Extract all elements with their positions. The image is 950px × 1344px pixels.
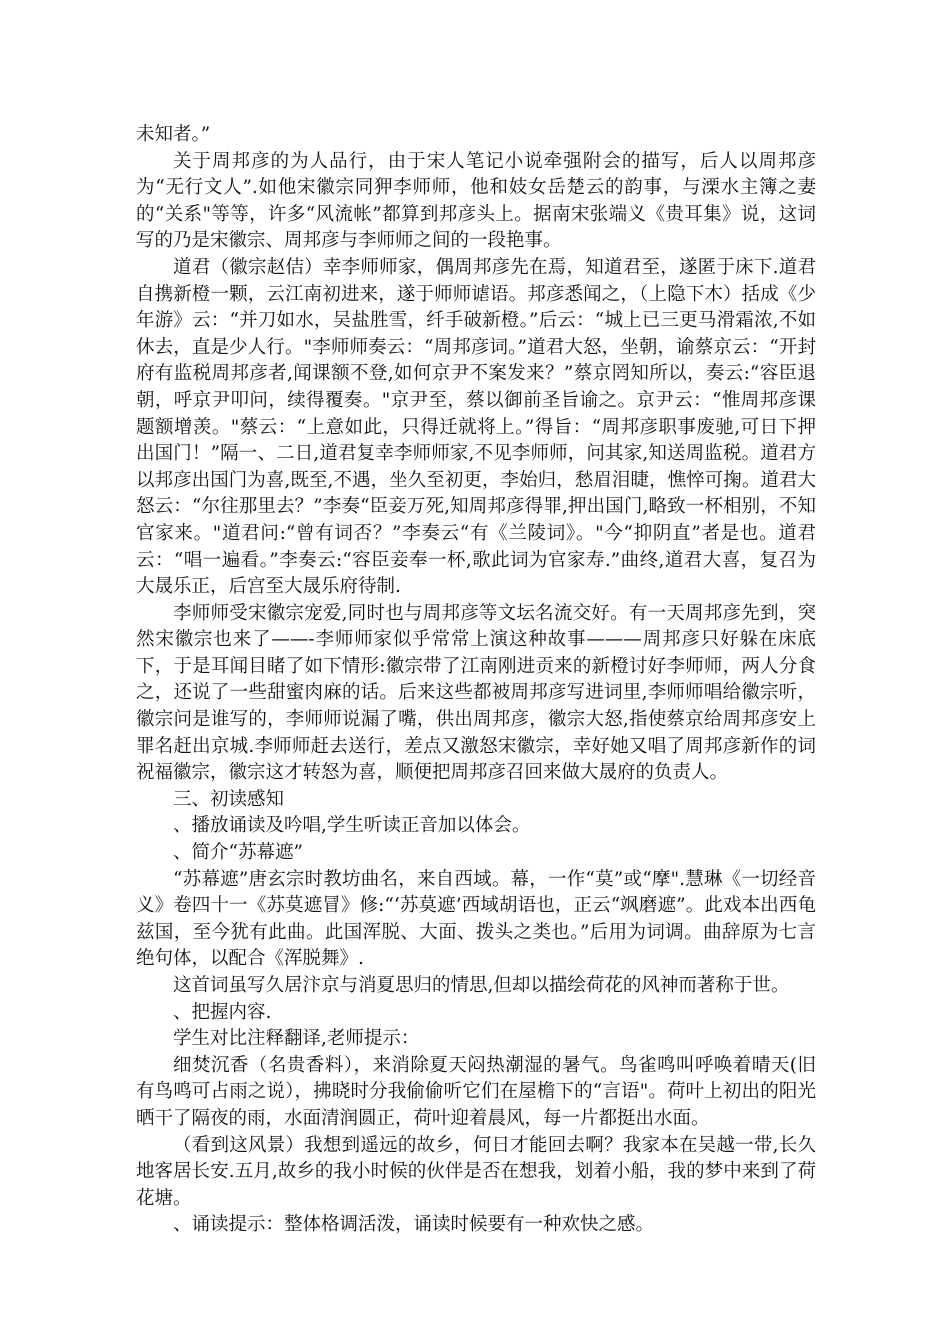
paragraph-translation-part1: 细焚沉香（名贵香料），来消除夏天闷热潮湿的暑气。鸟雀鸣叫呼唤着晴天(旧有鸟鸣可占雨之说），拂晓时分我偷偷听它们在屋檐下的“言语"。荷叶上初出的阳光晒干了隔夜的雨，水面清润圆正，荷叶迎着晨风，每一片都挺出水面。 <box>136 1054 816 1129</box>
paragraph-teacher-hint: 学生对比注释翻译,老师提示： <box>173 1028 420 1050</box>
list-item-recitation-tips: 、诵读提示：整体格调活泼，诵读时候要有一种欢快之感。 <box>173 1214 655 1236</box>
paragraph-continuation: 未知者。” <box>136 124 211 145</box>
paragraph-guier-ji-quote: 道君（徽宗赵佶）幸李师师家，偶周邦彦先在焉，知道君至，遂匿于床下.道君自携新橙一颗，云江南初进来，遂于师师谑语。邦彦悉闻之，（上隐下木）括成《少年游》云：“并刀如水，吴盐胜雪，纤手破新橙。”后云：“城上已三更马滑霜浓,不如休去，直是少人行。"李师师奏云：“周邦彦词。”道君大怒，坐朝，谕蔡京云：“开封府有监税周邦彦者,闻课额不登,如何京尹不案发来？”蔡京罔知所以，奏云:“容臣退朝，呼京尹叩问，续得覆奏。"京尹至，蔡以御前圣旨谕之。京尹云：“惟周邦彦课题额增羡。"蔡云：“上意如此，只得迁就将上。”得旨：“周邦彦职事废驰,可日下押出国门！”隔一、二日,道君复幸李师师家,不见李师师，问其家,知送周监税。道君方以邦彦出国门为喜,既至,不遇，坐久至初更，李始归，愁眉泪睫，憔悴可掬。道君大怒云：“尔往那里去？”李奏“臣妾万死,知周邦彦得罪,押出国门,略致一杯相别，不知官家来。"道君问:“曾有词否？”李奏云“有《兰陵词》。"今“抑阴直”者是也。道君云：“唱一遍看。”李奏云:“容臣妾奉一杯,歌此词为官家寿.”曲终,道君大喜，复召为大晟乐正，后宫至大晟乐府待制. <box>136 256 816 598</box>
list-item-grasp-content: 、把握内容. <box>173 1001 272 1023</box>
document-page <box>136 122 816 1239</box>
section-heading-first-reading: 三、初读感知 <box>173 788 285 810</box>
paragraph-zhou-character: 关于周邦彦的为人品行，由于宋人笔记小说牵强附会的描写，后人以周邦彦为“无行文人”.如他宋徽宗同狎李师师，他和妓女岳楚云的韵事，与溧水主簿之妻的“关系"等等，许多“风流帐”都算到邦彦头上。据南宋张端义《贵耳集》说，这词写的乃是宋徽宗、周邦彦与李师师之间的一段艳事。 <box>136 150 816 252</box>
paragraph-li-shishi-story: 李师师受宋徽宗宠爱,同时也与周邦彦等文坛名流交好。有一天周邦彦先到，突然宋徽宗也来了——-李师师家似乎常常上演这种故事———周邦彦只好躲在床底下，于是耳闻目睹了如下情形:徽宗带了江南刚进贡来的新橙讨好李师师，两人分食之，还说了一些甜蜜肉麻的话。后来这些都被周邦彦写进词里,李师师唱给徽宗听，徽宗问是谁写的，李师师说漏了嘴，供出周邦彦，徽宗大怒,指使蔡京给周邦彦安上罪名赶出京城.李师师赶去送行，差点又激怒宋徽宗，幸好她又唱了周邦彦新作的词祝福徽宗，徽宗这才转怒为喜，顺便把周邦彦召回来做大晟府的负责人。 <box>136 602 816 784</box>
list-item-recitation: 、播放诵读及吟唱,学生听读正音加以体会。 <box>173 815 531 837</box>
list-item-introduction: 、简介“苏幕遮” <box>173 842 303 864</box>
paragraph-sumuzhe-origin: “苏幕遮”唐玄宗时教坊曲名，来自西域。幕，一作“莫”或“摩".慧琳《一切经音义》卷四十一《苏莫遮冒》修:“‘苏莫遮’西域胡语也，正云“飒磨遮”。此戏本出西龟兹国，至今犹有此曲。此国浑脱、大面、拨头之类也。”后用为词调。曲辞原为七言绝句体，以配合《浑脱舞》. <box>136 868 816 970</box>
paragraph-translation-part2: （看到这风景）我想到遥远的故乡，何日才能回去啊？我家本在吴越一带,长久地客居长安.五月,故乡的我小时候的伙伴是否在想我，划着小船，我的梦中来到了荷花塘。 <box>136 1134 816 1209</box>
paragraph-poem-summary: 这首词虽写久居汴京与消夏思归的情思,但却以描绘荷花的风神而著称于世。 <box>173 975 790 996</box>
